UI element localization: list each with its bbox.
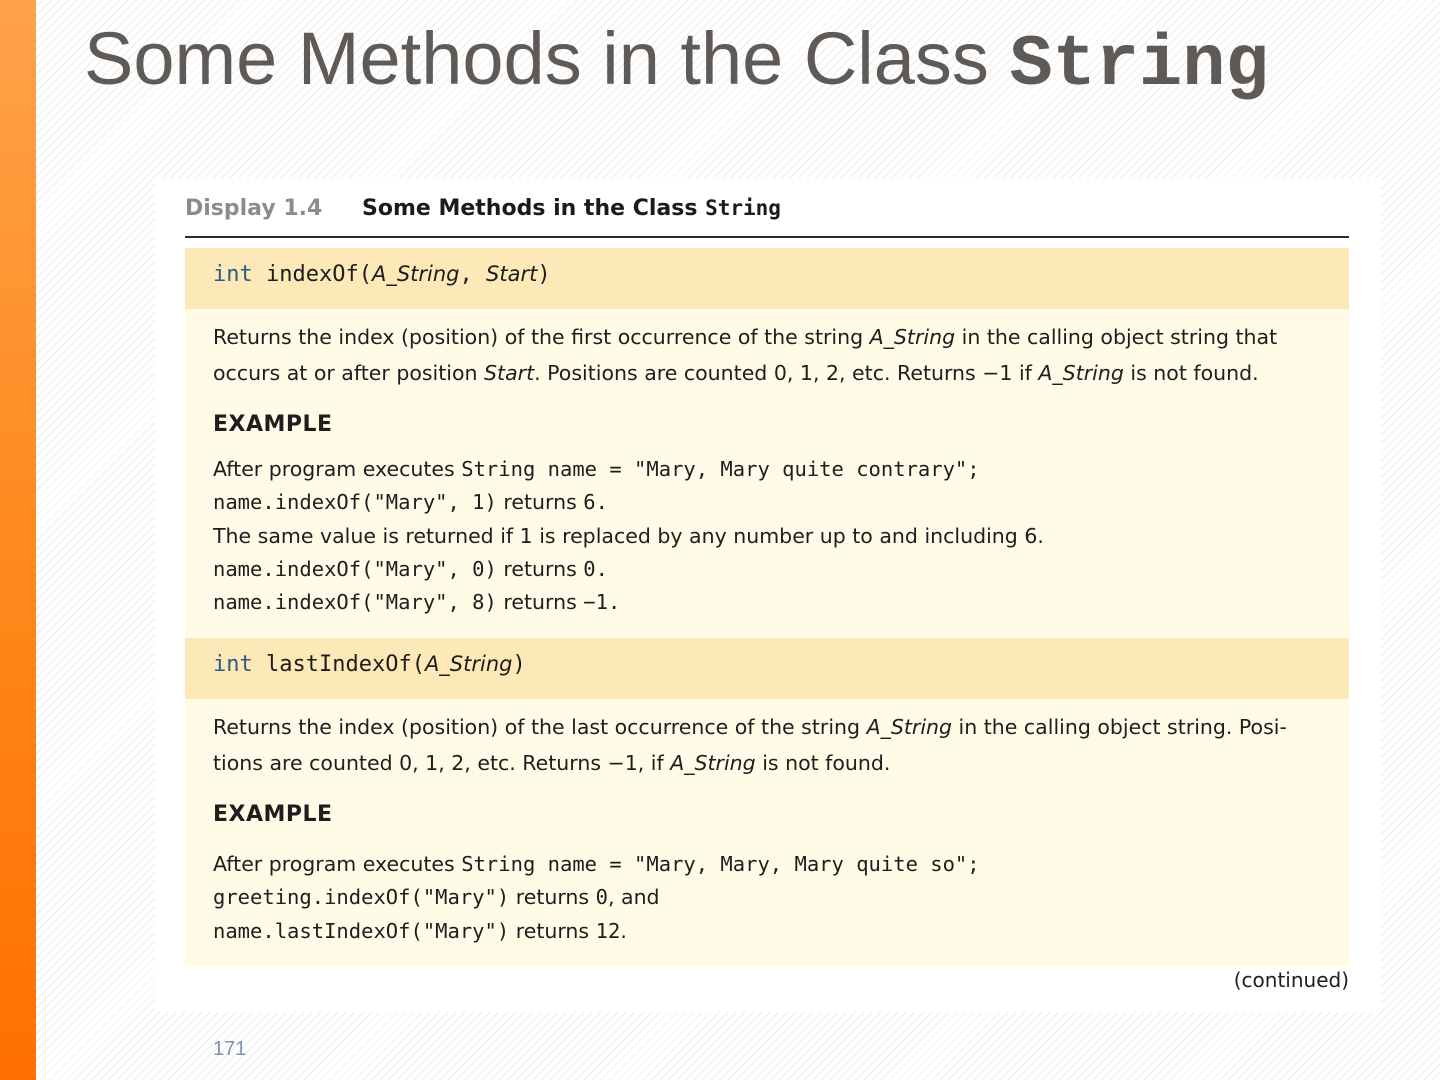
example-code-span: name.indexOf("Mary", 0) [213,556,497,581]
example-text: , and [607,885,660,910]
method-description-indexof [185,309,1349,638]
example-line [213,553,1333,586]
signature-text [213,652,526,677]
desc-segment: is not found. [1123,361,1259,385]
param: A_String [371,262,460,286]
example-code-span: greeting.indexOf("Mary") [213,885,510,910]
example-code-span: name.lastIndexOf("Mary") [213,918,510,943]
example-line [213,915,1333,948]
method-description-lastindexof [185,699,1349,966]
param-separator: , [459,262,487,287]
desc-param: A_String [869,325,956,349]
desc-param: A_String [1038,361,1124,385]
param: Start [486,262,538,286]
example-code [213,453,1333,619]
continued-note: (continued) [1233,968,1349,992]
desc-segment: is not found. [755,751,891,775]
example-text: The same value is returned if 1 is replaced by any number up to and including 6. [213,523,1044,548]
display-title-code: String [705,196,781,220]
description-text [213,709,1333,781]
example-label: EXAMPLE [213,802,333,827]
desc-segment: . Positions are counted 0, 1, 2, etc. Returns −1 if [534,361,1039,385]
example-code [213,848,1333,948]
close-paren: ) [512,652,526,677]
example-code-span: 6. [583,490,608,515]
example-line [213,453,1333,486]
signature-text [213,262,551,287]
example-line [213,848,1333,881]
example-text: returns [509,918,596,943]
example-line [213,586,1333,619]
description-text [213,319,1333,391]
slide-title [84,14,1269,110]
example-code-span: name.indexOf("Mary", 1) [213,490,497,515]
return-type: int [213,262,253,287]
return-type: int [213,652,253,677]
example-line [213,486,1333,519]
example-text: After program executes [213,457,462,481]
desc-segment: Returns the index (position) of the first occurrence of the string [213,325,870,349]
close-paren: ) [537,262,551,287]
example-code-span: −1. [583,590,621,615]
example-text: returns [509,885,596,910]
example-text: returns [496,590,584,615]
example-label: EXAMPLE [213,412,333,437]
example-code-span: String name = "Mary, Mary quite contrary"; [461,457,980,481]
accent-bar [0,0,36,1080]
example-code-span: name.indexOf("Mary", 8) [213,590,497,615]
display-header [185,194,1349,238]
param: A_String [424,652,513,676]
example-code-span: 12 [595,918,621,943]
method-name: indexOf( [252,262,372,287]
example-line [213,520,1333,553]
desc-segment: in the calling object string. Posi-tions are counted 0, 1, 2, etc. Returns −1, if [213,715,1287,775]
display-title-text: Some Methods in the Class [362,196,706,221]
desc-param: A_String [670,751,756,775]
display-number: Display 1.4 [185,196,323,221]
example-code-span: 0 [595,885,608,910]
slide-title-code: String [1009,24,1269,106]
example-text: After program executes [213,852,462,876]
desc-segment: Returns the index (position) of the last occurrence of the string [213,715,867,739]
desc-param: Start [484,361,535,385]
method-signature-lastindexof [185,638,1349,699]
example-text: returns [496,556,584,581]
example-text: returns [496,490,584,515]
example-text: . [620,918,627,943]
example-line [213,881,1333,914]
example-code-span: 0. [583,556,608,581]
example-code-span: String name = "Mary, Mary, Mary quite so"; [461,852,980,876]
method-signature-indexof [185,248,1349,309]
slide-title-text: Some Methods in the Class [84,17,1010,100]
desc-segment: in the calling object string that occurs at or after position [213,325,1278,385]
display-figure [155,178,1381,1012]
desc-param: A_String [866,715,953,739]
page-number: 171 [213,1038,247,1060]
method-name: lastIndexOf( [252,652,425,677]
display-title [362,196,781,221]
